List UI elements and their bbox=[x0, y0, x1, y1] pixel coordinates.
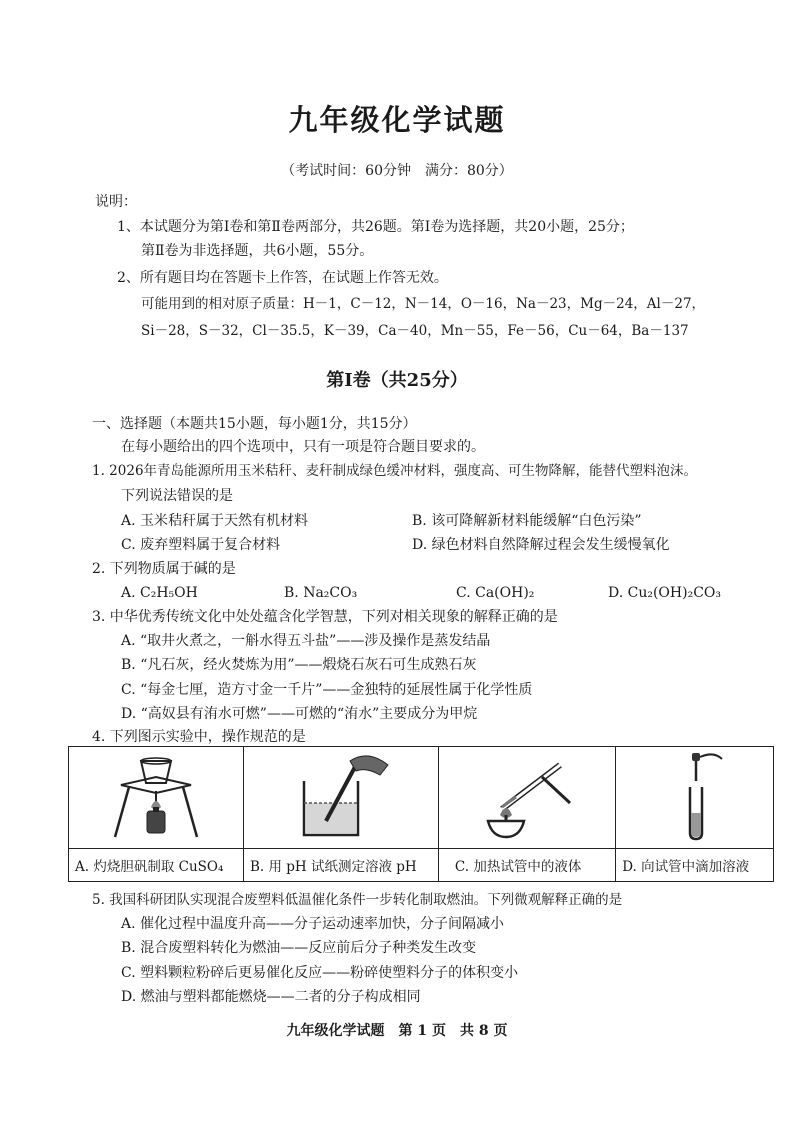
q2-stem: 2. 下列物质属于碱的是 bbox=[92, 561, 236, 577]
q4-stem: 4. 下列图示实验中，操作规范的是 bbox=[92, 729, 306, 745]
notes-line-3: 2、所有题目均在答题卡上作答，在试题上作答无效。 bbox=[117, 270, 448, 286]
q4-option-a: A. 灼烧胆矾制取 CuSO₄ bbox=[69, 848, 244, 881]
ph-paper-beaker-icon bbox=[276, 751, 406, 843]
q4-figure-b bbox=[244, 747, 439, 849]
q4-figure-table bbox=[68, 746, 774, 882]
q1-option-c: C. 废弃塑料属于复合材料 bbox=[121, 537, 281, 553]
q5-stem: 5. 我国科研团队实现混合废塑料低温催化条件一步转化制取燃油。下列微观解释正确的是 bbox=[92, 892, 623, 908]
dropper-test-tube-icon bbox=[650, 751, 740, 843]
q5-option-a: A. 催化过程中温度升高——分子运动速率加快，分子间隔减小 bbox=[121, 916, 505, 932]
q4-option-d: D. 向试管中滴加溶液 bbox=[616, 848, 774, 881]
q2-option-b: B. Na₂CO₃ bbox=[284, 585, 358, 601]
q5-option-c: C. 塑料颗粒粉碎后更易催化反应——粉碎使塑料分子的体积变小 bbox=[121, 965, 519, 981]
q4-option-c: C. 加热试管中的液体 bbox=[438, 848, 615, 881]
q3-option-c: C. “每金七厘，造方寸金一千片”——金独特的延展性属于化学性质 bbox=[121, 682, 533, 698]
section-title: 第Ⅰ卷（共25分） bbox=[326, 370, 468, 391]
page-footer: 九年级化学试题 第 1 页 共 8 页 bbox=[286, 1023, 508, 1039]
q2-option-a: A. C₂H₅OH bbox=[121, 585, 198, 601]
q1-option-a: A. 玉米秸秆属于天然有机材料 bbox=[121, 513, 309, 529]
q1-stem: 1. 2026年青岛能源所用玉米秸秆、麦秆制成绿色缓冲材料，强度高、可生物降解，能替代塑料泡沫。 bbox=[92, 463, 698, 479]
page-title: 九年级化学试题 bbox=[288, 103, 506, 137]
q4-figure-a bbox=[69, 747, 244, 849]
q1-option-b: B. 该可降解新材料能缓解“白色污染” bbox=[412, 513, 642, 529]
q3-option-b: B. “凡石灰，经火焚炼为用”——煅烧石灰石可生成熟石灰 bbox=[121, 657, 477, 673]
q1-stem-2: 下列说法错误的是 bbox=[121, 488, 233, 504]
heating-test-tube-icon bbox=[472, 751, 582, 843]
notes-line-1: 1、本试题分为第Ⅰ卷和第Ⅱ卷两部分，共26题。第Ⅰ卷为选择题，共20小题，25分； bbox=[117, 219, 634, 235]
q5-option-b: B. 混合废塑料转化为燃油——反应前后分子种类发生改变 bbox=[121, 940, 477, 956]
q4-figure-d bbox=[616, 747, 774, 849]
q2-option-c: C. Ca(OH)₂ bbox=[456, 585, 535, 601]
q2-option-d: D. Cu₂(OH)₂CO₃ bbox=[608, 585, 721, 601]
part1-instruction: 在每小题给出的四个选项中，只有一项是符合题目要求的。 bbox=[121, 439, 485, 455]
part1-heading: 一、选择题（本题共15小题，每小题1分，共15分） bbox=[92, 416, 417, 432]
q4-figure-c bbox=[438, 747, 615, 849]
q3-stem: 3. 中华优秀传统文化中处处蕴含化学智慧，下列对相关现象的解释正确的是 bbox=[92, 609, 558, 625]
notes-line-5: Si－28，S－32，Cl－35.5，K－39，Ca－40，Mn－55，Fe－56，Cu－64，Ba－137 bbox=[141, 323, 689, 339]
exam-info: （考试时间：60分钟 满分：80分） bbox=[281, 163, 513, 179]
tripod-crucible-icon bbox=[101, 751, 211, 843]
q3-option-d: D. “高奴县有洧水可燃”——可燃的“洧水”主要成分为甲烷 bbox=[121, 706, 478, 722]
notes-line-4: 可能用到的相对原子质量：H－1，C－12，N－14，O－16，Na－23，Mg－24，Al－27， bbox=[141, 296, 706, 312]
notes-line-2: 第Ⅱ卷为非选择题，共6小题，55分。 bbox=[141, 243, 374, 259]
q5-option-d: D. 燃油与塑料都能燃烧——二者的分子构成相同 bbox=[121, 989, 421, 1005]
q3-option-a: A. “取井火煮之，一斛水得五斗盐”——涉及操作是蒸发结晶 bbox=[121, 633, 491, 649]
notes-heading: 说明： bbox=[95, 194, 137, 210]
q1-option-d: D. 绿色材料自然降解过程会发生缓慢氧化 bbox=[412, 537, 670, 553]
q4-option-b: B. 用 pH 试纸测定溶液 pH bbox=[244, 848, 439, 881]
